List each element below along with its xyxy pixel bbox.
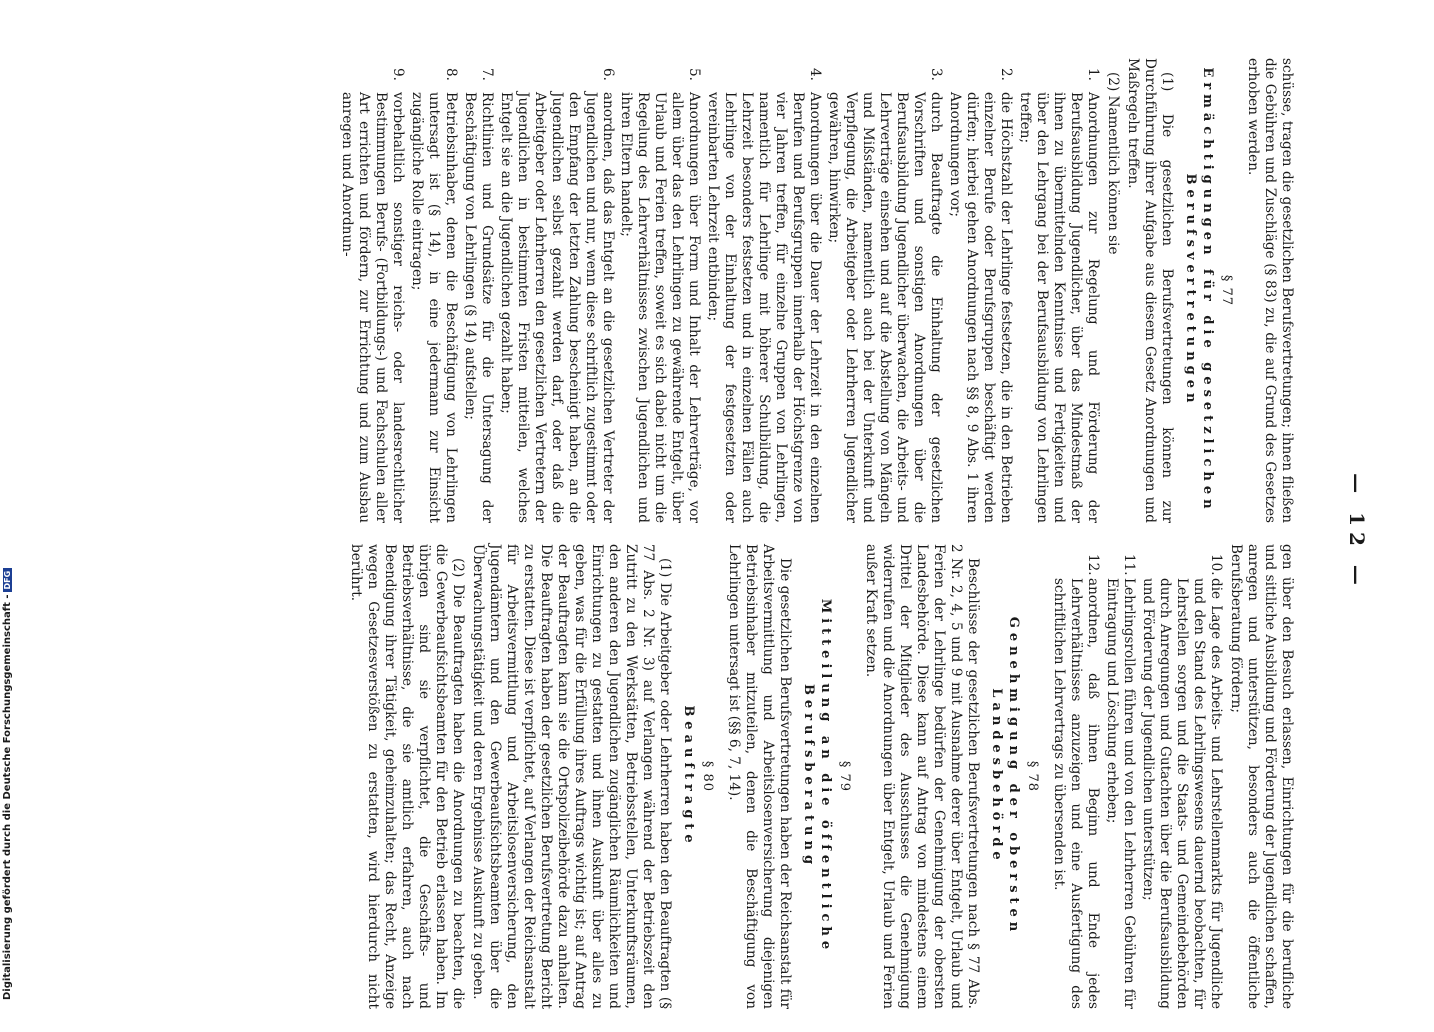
list-item-text: die Lage des Arbeits- und Lehrstellenmarkts für Jugendliche und den Stand des Lehrlingswesens dauernd beobachten, für Lehrstellen sorgen und die Staats- und Gemeindebehörden durch Anregungen und Gutachten über die Berufsausbildung und Förderung der Jugendlichen unterstützen; bbox=[1140, 578, 1225, 1009]
section-78-title: Genehmigung der obersten Landesbehörde bbox=[989, 616, 1021, 937]
section-77-paragraph-1: (1) Die gesetzlichen Berufsvertretungen können zur Durchführung ihrer Aufgabe aus diesem Gesetz Anordnungen und Maßregeln treffen. bbox=[1125, 58, 1176, 523]
section-79-number: § 79 bbox=[837, 760, 853, 793]
list-item-text: Anordnungen über die Dauer der Lehrzeit in den einzelnen Berufen und Berufsgruppen innerhalb der Höchstgrenze von vier Jahren treffen, für einzelne Gruppen von Lehrlingen, namentlich für Lehrlinge mit höherer Schulbildung, die Lehrzeit besonders festsetzen und in einzelnen Fällen auch Lehrlinge von der Einhaltung der festgesetzten oder vereinbarten Lehrzeit entbinden; bbox=[705, 92, 824, 523]
left-column bbox=[75, 58, 1295, 523]
section-78-number: § 78 bbox=[1025, 760, 1041, 793]
credit-text: Digitalisierung gefördert durch die Deutsche Forschungsgemeinschaft - bbox=[2, 594, 13, 1000]
right-column bbox=[75, 544, 1295, 1009]
list-item-text: Richtlinien und Grundsätze für die Untersagung der Beschäftigung von Lehrlingen (§ 14) aufstellen; bbox=[461, 92, 495, 523]
list-item-number: 8. bbox=[442, 68, 459, 81]
list-item-number: 4. bbox=[807, 68, 824, 81]
section-80-number: § 80 bbox=[700, 760, 716, 793]
list-item-number: 2. bbox=[998, 68, 1015, 81]
section-78-paragraph: Beschlüsse der gesetzlichen Berufsvertretungen nach § 77 Abs. 2 Nr. 2, 4, 5 und 9 mit Ausnahme derer über Entgelt, Urlaub und Ferien der Lehrlinge bedürfen der Genehmigung der obersten Landesbehörde. Diese kann auf Antrag von mindestens einem Drittel der Mitglieder des Ausschusses die Genehmigung widerrufen und die Anordnungen über Entgelt, Urlaub und Ferien außer Kraft setzen. bbox=[863, 544, 982, 1009]
scanned-page bbox=[67, 32, 1387, 1032]
list-item-number: 10. bbox=[1208, 554, 1225, 576]
continued-paragraph: gen über den Besuch erlassen, Einrichtungen für die berufliche und sittliche Ausbildung und Förderung der Jugendlichen schaffen, anregen und unterstützen, besonders auch die öffentliche Berufsberatung fördern; bbox=[1228, 544, 1295, 1009]
section-80-paragraph-2: (2) Die Beauftragten haben die Anordnungen zu beachten, die die Gewerbeaufsichtsbeamten für den Betrieb erlassen haben. Im übrigen sind sie verpflichtet, die Geschäfts- und Betriebsverhältnisse, die sie amtlich erfahren, auch nach Beendigung ihrer Tätigkeit, geheimzuhalten; das Recht, Anzeige wegen Gesetzesverstößen zu erstatten, wird hierdurch nicht berührt. bbox=[348, 544, 467, 1009]
list-item bbox=[1050, 544, 1101, 1009]
list-item-number: 5. bbox=[686, 68, 703, 81]
section-79-paragraph: Die gesetzlichen Berufsvertretungen haben der Reichsanstalt für Arbeitsvermittlung und Arbeitslosenversicherung diejenigen Betriebsinhaber mitzuteilen, denen die Beschäftigung von Lehrlingen untersagt ist (§§ 6, 7, 14). bbox=[726, 544, 794, 1009]
list-item-number: 7. bbox=[478, 68, 495, 81]
list-item-text: durch Beauftragte die Einhaltung der gesetzlichen Vorschriften und sonstigen Anordnungen über die Berufsausbildung Jugendlicher überwachen, die Arbeits- und Lehrverträge einsehen und auf die Abstellung von Mängeln und Mißständen, namentlich auch bei der Unterkunft und Verpflegung, die Arbeitgeber oder Lehrherren Jugendlicher gewähren, hinwirken; bbox=[826, 92, 945, 523]
list-item-number: 1. bbox=[1085, 68, 1102, 81]
list-item bbox=[1016, 58, 1101, 523]
section-77-number: § 77 bbox=[1219, 274, 1235, 307]
list-item bbox=[704, 58, 823, 523]
list-item bbox=[497, 58, 616, 523]
list-item-number: 3. bbox=[928, 68, 945, 81]
list-item-number: 9. bbox=[389, 68, 406, 81]
list-item bbox=[1139, 544, 1224, 1009]
digitization-credit bbox=[2, 0, 16, 1000]
section-80-title: Beauftragte bbox=[681, 705, 697, 848]
list-item-number: 11. bbox=[1121, 554, 1138, 576]
list-item bbox=[825, 58, 944, 523]
list-item-number: 6. bbox=[599, 68, 616, 81]
list-item-text: anordnen, daß das Entgelt an die gesetzlichen Vertreter der Jugendlichen und nur, wenn diese schriftlich zugestimmt oder den Empfang der letzten Zahlung bescheinigt haben, an die Jugendlichen selbst gezahlt werden darf, oder daß die Arbeitgeber oder Lehrherren den gesetzlichen Vertretern der Jugendlichen in bestimmten Fristen mitteilen, welches Entgelt sie an die Jugendlichen gezahlt haben; bbox=[497, 92, 616, 523]
list-item bbox=[618, 58, 703, 523]
list-item-text: Anordnungen über Form und Inhalt der Lehrverträge, vor allem über das den Lehrlingen zu gewährende Entgelt, über Urlaub und Ferien treffen, soweit es sich dabei nicht um die Regelung des Lehrverhältnisses zwischen Jugendlichen und ihren Eltern handelt; bbox=[618, 92, 703, 523]
list-item-number: 12. bbox=[1085, 554, 1102, 576]
section-79-title: Mitteilung an die öffentliche Berufsberatung bbox=[801, 598, 834, 955]
section-77-item-list bbox=[338, 58, 1101, 523]
list-item bbox=[1103, 544, 1137, 1009]
list-item-text: Anordnungen zur Regelung und Förderung der Berufsausbildung Jugendlicher, über das Mindestmaß der ihnen zu übermittelnden Kenntnisse und Fertigkeiten und über den Lehrgang bei der Berufsausbildung von Lehrlingen treffen; bbox=[1017, 92, 1102, 523]
list-item bbox=[946, 58, 1014, 523]
section-77-item-list-continued bbox=[1050, 544, 1224, 1009]
dfg-logo: DFG bbox=[3, 568, 12, 593]
list-item bbox=[461, 58, 495, 523]
section-80-paragraph-1: (1) Die Arbeitgeber oder Lehrherren haben den Beauftragten (§ 77 Abs. 2 Nr. 3) auf Verlangen während der Betriebszeit den Zutritt zu den Werkstätten, Betriebsstellen, Unterkunftsräumen, den anderen den Jugendlichen zugänglichen Räumlichkeiten und Einrichtungen zu gestatten und ihnen Auskunft über alles zu geben, was für die Erfüllung ihres Auftrags wichtig ist; auf Antrag der Beauftragten kann sie die Ortspolizeibehörde dazu anhalten. Die Beauftragten haben der gesetzlichen Berufsvertretung Bericht zu erstatten. Diese ist verpflichtet, auf Verlangen der Reichsanstalt für Arbeitsvermittlung und Arbeitslosenversicherung, den Jugendämtern und den Gewerbeaufsichtsbeamten über die Überwachungstätigkeit und deren Ergebnisse Auskunft zu geben. bbox=[470, 544, 674, 1009]
list-item-text: Betriebsinhaber, denen die Beschäftigung von Lehrlingen untersagt ist (§ 14), in eine jedermann zur Einsicht zugängliche Rolle eintragen; bbox=[408, 92, 459, 523]
intro-paragraph: schüsse, tragen die gesetzlichen Berufsvertretungen; ihnen fließen die Gebühren und Zuschläge (§ 83) zu, die auf Grund des Gesetzes erhoben werden. bbox=[1245, 58, 1295, 523]
list-item-text: die Höchstzahl der Lehrlinge festsetzen, die in den Betrieben einzelner Berufe oder Berufsgruppen beschäftigt werden dürfen; hierbei gehen Anordnungen nach §§ 8, 9 Abs. 1 ihren Anordnungen vor; bbox=[947, 92, 1015, 523]
list-item bbox=[408, 58, 459, 523]
list-item-text: anordnen, daß ihnen Beginn und Ende jedes Lehrverhältnisses anzuzeigen und eine Ausfertigung des schriftlichen Lehrvertrags zu übersenden ist. bbox=[1051, 578, 1102, 1009]
page-number: — 12 — bbox=[1345, 473, 1369, 591]
list-item bbox=[338, 58, 406, 523]
section-77-paragraph-2: (2) Namentlich können sie bbox=[1105, 72, 1122, 255]
list-item-text: Lehrlingsrollen führen und von den Lehrherren Gebühren für Eintragung und Löschung erheben; bbox=[1104, 578, 1138, 1009]
list-item-text: vorbehaltlich sonstiger reichs- oder landesrechtlicher Bestimmungen Berufs- (Fortbildungs-) und Fachschulen aller Art errichten und fördern, zur Errichtung und zum Ausbau anregen und Anordnun- bbox=[338, 92, 406, 523]
section-77-title: Ermächtigungen für die gesetzlichen Berufsvertretungen bbox=[1182, 67, 1215, 514]
